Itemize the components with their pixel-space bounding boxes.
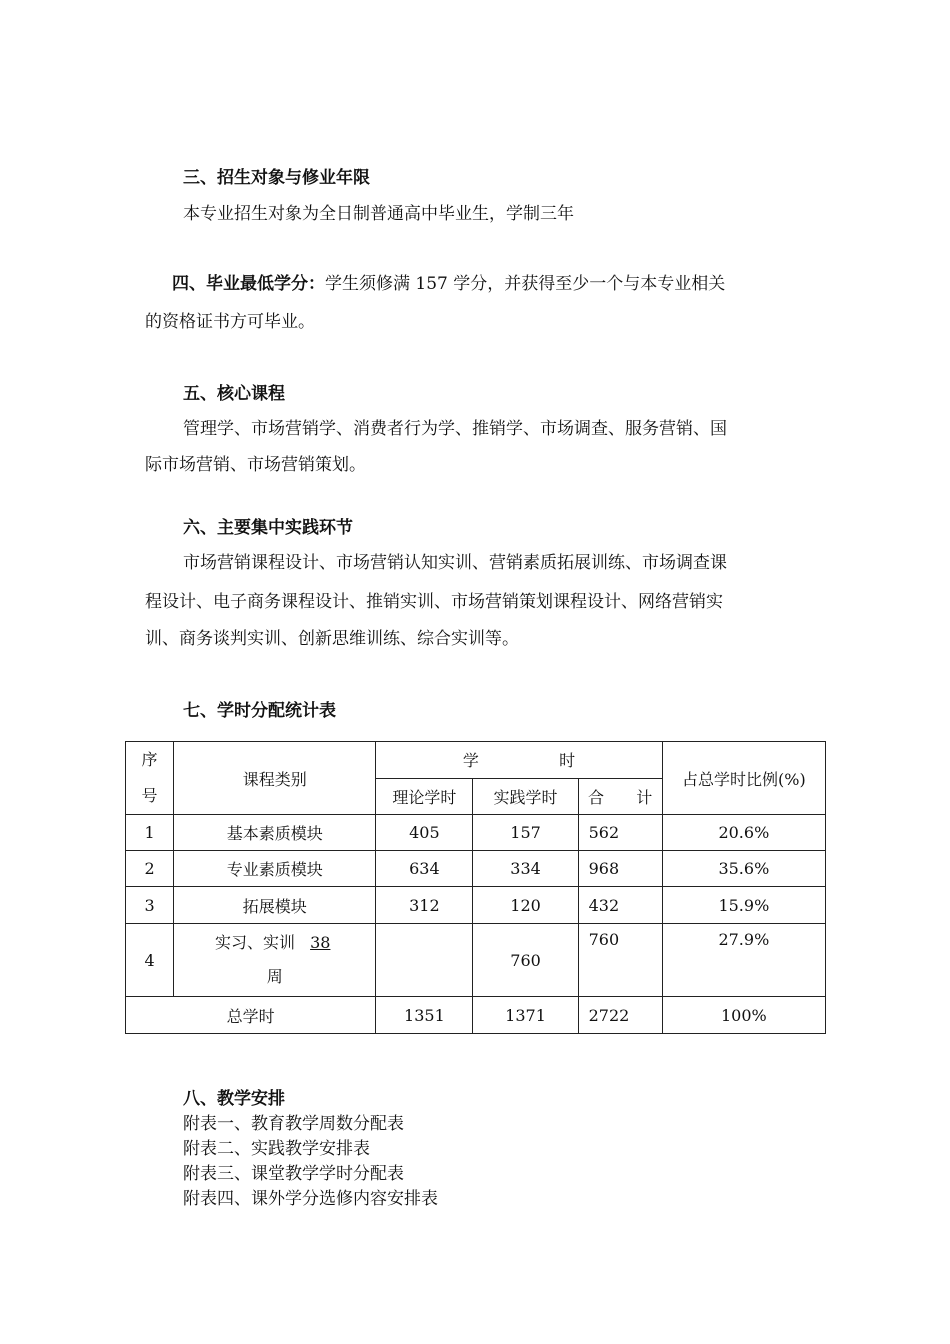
row-1-practice: 157 [473, 815, 578, 851]
appendix-item-4: 附表四、课外学分选修内容安排表 [183, 1189, 438, 1209]
row-4-total: 760 [578, 924, 662, 997]
total-row-theory: 1351 [376, 997, 473, 1034]
row-3-total: 432 [578, 887, 662, 924]
header-total-right: 计 [636, 787, 653, 807]
total-row-practice: 1371 [473, 997, 578, 1034]
row-4-category-suffix: 周 [266, 967, 283, 986]
row-4-theory [376, 924, 473, 997]
header-total-left: 合 [588, 787, 605, 807]
row-3-category: 拓展模块 [174, 887, 376, 924]
section-4-heading: 四、毕业最低学分： [172, 274, 325, 294]
header-theory-cell: 理论学时 [376, 778, 473, 815]
row-2-seq: 2 [126, 851, 174, 887]
row-1-total: 562 [578, 815, 662, 851]
header-ratio-cell: 占总学时比例(%) [662, 742, 825, 815]
row-4-category-weeks: 38 [310, 933, 331, 952]
row-3-theory: 312 [376, 887, 473, 924]
row-4-category [174, 924, 376, 997]
appendix-item-3: 附表三、课堂教学学时分配表 [183, 1164, 404, 1184]
row-4-seq: 4 [126, 924, 174, 997]
row-2-practice: 334 [473, 851, 578, 887]
row-3-ratio: 15.9% [662, 887, 825, 924]
table-total-row [126, 997, 826, 1034]
section-6-line-1: 市场营销课程设计、市场营销认知实训、营销素质拓展训练、市场调查课 [183, 553, 727, 573]
header-seq-bottom: 号 [141, 786, 158, 805]
total-row-total: 2722 [578, 997, 662, 1034]
section-5-line-1: 管理学、市场营销学、消费者行为学、推销学、市场调查、服务营销、国 [183, 419, 727, 439]
table-header-row-1 [126, 742, 826, 779]
table-row [126, 851, 826, 887]
header-total-cell [578, 778, 662, 815]
header-practice-cell: 实践学时 [473, 778, 578, 815]
header-seq-top: 序 [141, 750, 158, 769]
section-8-heading: 八、教学安排 [183, 1089, 285, 1109]
section-5-line-2: 际市场营销、市场营销策划。 [145, 455, 366, 475]
row-3-practice: 120 [473, 887, 578, 924]
section-4-text-line-1: 学生须修满 157 学分，并获得至少一个与本专业相关 [325, 274, 726, 294]
table-row [126, 815, 826, 851]
section-6-line-2: 程设计、电子商务课程设计、推销实训、市场营销策划课程设计、网络营销实 [145, 592, 723, 612]
header-hours-right: 时 [559, 751, 576, 771]
row-4-ratio: 27.9% [662, 924, 825, 997]
header-hours-group-cell [376, 742, 662, 779]
row-4-category-prefix: 实习、实训 [214, 933, 295, 952]
section-3-text: 本专业招生对象为全日制普通高中毕业生，学制三年 [183, 204, 574, 224]
section-6-heading: 六、主要集中实践环节 [183, 518, 353, 538]
row-3-seq: 3 [126, 887, 174, 924]
row-2-theory: 634 [376, 851, 473, 887]
table-row [126, 924, 826, 997]
section-5-heading: 五、核心课程 [183, 384, 285, 404]
total-row-label: 总学时 [126, 997, 376, 1034]
header-category-cell: 课程类别 [174, 742, 376, 815]
row-4-practice: 760 [473, 924, 578, 997]
row-1-ratio: 20.6% [662, 815, 825, 851]
row-1-theory: 405 [376, 815, 473, 851]
row-1-seq: 1 [126, 815, 174, 851]
row-2-ratio: 35.6% [662, 851, 825, 887]
appendix-item-2: 附表二、实践教学安排表 [183, 1139, 370, 1159]
header-seq-cell [126, 742, 174, 815]
section-6-line-3: 训、商务谈判实训、创新思维训练、综合实训等。 [145, 629, 519, 649]
header-hours-left: 学 [462, 751, 479, 771]
section-3-heading: 三、招生对象与修业年限 [183, 168, 370, 188]
row-2-total: 968 [578, 851, 662, 887]
row-2-category: 专业素质模块 [174, 851, 376, 887]
section-4-line-1 [172, 269, 725, 294]
appendix-item-1: 附表一、教育教学周数分配表 [183, 1114, 404, 1134]
row-1-category: 基本素质模块 [174, 815, 376, 851]
section-7-heading: 七、学时分配统计表 [183, 701, 336, 721]
total-row-ratio: 100% [662, 997, 825, 1034]
table-row [126, 887, 826, 924]
section-4-text-line-2: 的资格证书方可毕业。 [145, 312, 315, 332]
hours-distribution-table [125, 741, 826, 1034]
